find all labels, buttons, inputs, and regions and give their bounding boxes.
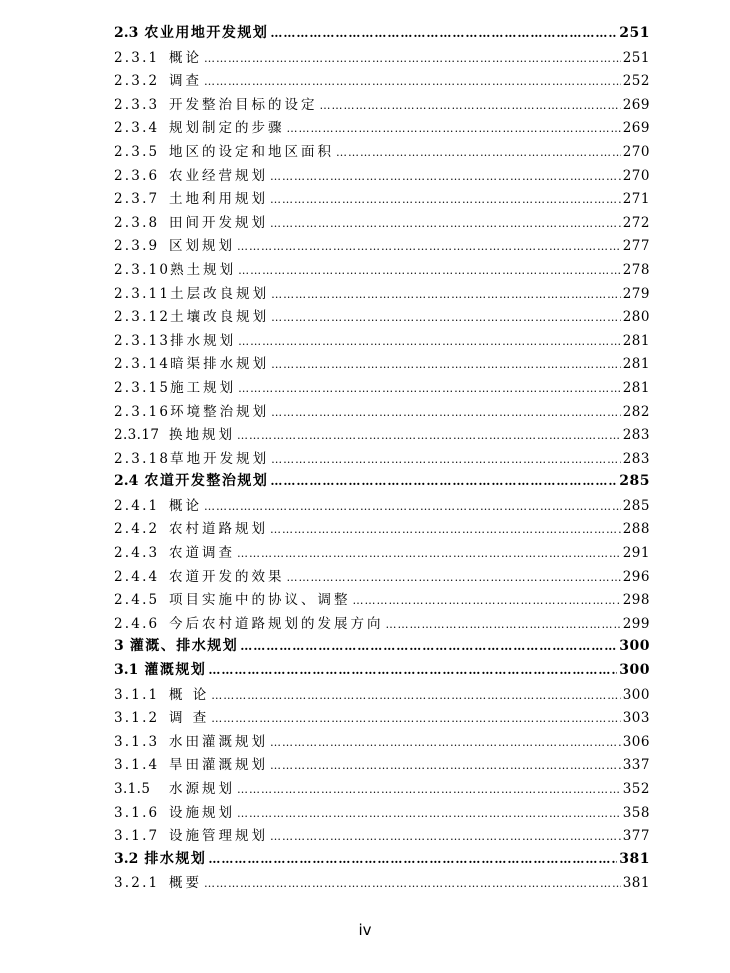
toc-entry: [114, 824, 650, 848]
toc-dot-leader: [238, 382, 621, 395]
toc-entry: [114, 376, 650, 400]
toc-entry: [114, 352, 650, 376]
toc-entry: [114, 305, 650, 329]
toc-entry-number: 3.1.4: [114, 757, 160, 774]
toc-entry-page: 358: [622, 804, 650, 821]
toc-entry-page: 252: [622, 73, 650, 90]
toc-dot-leader: [270, 523, 621, 536]
toc-entry-title: 地区的设定和地区面积: [169, 143, 334, 160]
toc-entry-number: 3: [114, 638, 124, 655]
toc-entry-number: 2.3.5: [114, 143, 160, 160]
toc-entry-title: 熟土规划: [170, 261, 237, 278]
toc-entry-number: 2.3.4: [114, 120, 160, 137]
toc-entry-page: 281: [622, 379, 650, 396]
toc-entry-number: 2.4.2: [114, 521, 160, 538]
toc-entry-title: 今后农村道路规划的发展方向: [169, 615, 384, 632]
toc-entry-number: 2.3.6: [114, 167, 160, 184]
toc-entry-number: 3.1.3: [114, 733, 160, 750]
toc-dot-leader: [271, 311, 621, 324]
toc-dot-leader: [336, 146, 621, 159]
toc-dot-leader: [237, 547, 621, 560]
toc-entry: [114, 565, 650, 589]
toc-entry: [114, 423, 650, 447]
toc-entry-page: 300: [619, 662, 650, 679]
toc-entry-title: 灌溉规划: [144, 662, 207, 679]
toc-entry: [114, 635, 650, 659]
toc-dot-leader: [270, 830, 621, 843]
toc-entry-title: 调查: [169, 73, 202, 90]
toc-entry: [114, 211, 650, 235]
toc-entry: [114, 46, 650, 70]
toc-entry-number: 3.2.1: [114, 875, 160, 892]
toc-entry: [114, 494, 650, 518]
toc-entry: [114, 22, 650, 46]
toc-entry-page: 269: [622, 120, 650, 137]
toc-entry: [114, 116, 650, 140]
toc-entry-page: 298: [622, 592, 650, 609]
toc-entry-title: 灌溉、排水规划: [129, 638, 239, 655]
toc-entry-page: 283: [622, 427, 650, 444]
toc-entry-title: 区划规划: [169, 238, 235, 255]
toc-entry-page: 277: [622, 238, 650, 255]
toc-entry-number: 2.3.15: [114, 379, 171, 396]
toc-dot-leader: [211, 712, 620, 725]
toc-entry-page: 303: [622, 710, 650, 727]
toc-entry-page: 288: [622, 521, 650, 538]
toc-entry-page: 300: [619, 638, 650, 655]
table-of-contents: [114, 22, 650, 895]
toc-entry: [114, 470, 650, 494]
toc-dot-leader: [271, 358, 621, 371]
toc-entry-number: 2.3.14: [114, 356, 171, 373]
toc-entry-page: 291: [622, 545, 650, 562]
toc-entry-title: 农道开发的效果: [169, 568, 285, 585]
toc-entry-number: 2.3.8: [114, 214, 160, 231]
toc-entry-page: 299: [622, 615, 650, 632]
toc-entry-page: 251: [622, 49, 650, 66]
toc-entry: [114, 140, 650, 164]
toc-entry-title: 田间开发规划: [169, 214, 268, 231]
toc-entry-number: 3.1.7: [114, 828, 160, 845]
toc-entry-title: 换地规划: [169, 427, 235, 444]
toc-entry-number: 2.3.7: [114, 191, 160, 208]
toc-dot-leader: [238, 264, 621, 277]
toc-entry-number: 2.3.1: [114, 49, 160, 66]
toc-dot-leader: [238, 335, 621, 348]
toc-entry: [114, 683, 650, 707]
toc-entry-number: 2.3.10: [114, 261, 171, 278]
toc-dot-leader: [287, 571, 621, 584]
toc-entry-number: 3.1.5: [114, 781, 151, 797]
toc-entry-page: 352: [622, 781, 650, 797]
toc-entry-page: 283: [622, 450, 650, 467]
toc-dot-leader: [270, 474, 617, 488]
toc-entry-title: 暗渠排水规划: [170, 356, 270, 373]
toc-entry-title: 项目实施中的协议、调整: [169, 592, 351, 609]
toc-entry-title: 草地开发规划: [170, 450, 270, 467]
toc-dot-leader: [353, 594, 621, 607]
toc-entry: [114, 541, 650, 565]
toc-dot-leader: [237, 783, 621, 796]
toc-entry-number: 3.2: [114, 850, 139, 867]
toc-entry-title: 旱田灌溉规划: [169, 757, 268, 774]
toc-entry-title: 概论: [169, 497, 202, 514]
toc-entry-page: 381: [619, 850, 650, 867]
toc-entry-title: 概要: [169, 875, 202, 892]
toc-entry-title: 开发整治目标的设定: [169, 96, 318, 113]
toc-entry-page: 271: [622, 191, 650, 208]
toc-entry-title: 施工规划: [170, 379, 237, 396]
toc-entry: [114, 258, 650, 282]
toc-entry-number: 2.3.13: [114, 332, 171, 349]
toc-entry-number: 2.3.12: [114, 309, 171, 326]
toc-dot-leader: [320, 99, 621, 112]
toc-entry-title: 农道开发整治规划: [144, 473, 269, 490]
toc-dot-leader: [271, 288, 621, 301]
toc-entry-number: 2.4.1: [114, 497, 160, 514]
toc-entry-page: 377: [622, 828, 650, 845]
toc-entry-title: 概 论: [169, 686, 210, 703]
toc-entry: [114, 777, 650, 801]
toc-entry-page: 279: [622, 285, 650, 302]
toc-dot-leader: [271, 453, 621, 466]
toc-entry: [114, 588, 650, 612]
toc-entry-title: 土壤改良规划: [170, 309, 270, 326]
toc-entry-number: 3.1.1: [114, 686, 160, 703]
toc-entry-number: 2.4.3: [114, 545, 160, 562]
toc-dot-leader: [270, 759, 621, 772]
toc-entry: [114, 612, 650, 636]
toc-entry: [114, 848, 650, 872]
toc-entry: [114, 447, 650, 471]
toc-dot-leader: [204, 75, 621, 88]
toc-entry-page: 296: [622, 568, 650, 585]
toc-entry-page: 278: [622, 261, 650, 278]
toc-entry-number: 3.1.6: [114, 804, 160, 821]
toc-entry-number: 2.3.3: [114, 96, 160, 113]
toc-entry-number: 2.4: [114, 473, 139, 490]
toc-entry-title: 环境整治规划: [170, 403, 270, 420]
toc-entry-page: 282: [622, 403, 650, 420]
toc-entry: [114, 400, 650, 424]
toc-entry: [114, 706, 650, 730]
toc-entry-number: 2.3.17: [114, 427, 160, 444]
toc-entry: [114, 164, 650, 188]
toc-entry-number: 2.3.18: [114, 450, 171, 467]
toc-entry-title: 农道调查: [169, 545, 235, 562]
toc-dot-leader: [204, 877, 621, 890]
toc-entry-page: 251: [619, 25, 650, 41]
toc-dot-leader: [270, 736, 621, 749]
toc-entry-page: 270: [622, 167, 650, 184]
toc-entry-page: 281: [622, 332, 650, 349]
toc-entry-title: 设施规划: [169, 804, 235, 821]
toc-entry-title: 规划制定的步骤: [169, 120, 285, 137]
toc-dot-leader: [204, 500, 621, 513]
toc-entry-page: 300: [622, 686, 650, 703]
toc-entry-page: 306: [622, 733, 650, 750]
toc-entry-title: 水源规划: [169, 781, 235, 797]
toc-entry: [114, 329, 650, 353]
toc-entry-number: 2.4.4: [114, 568, 160, 585]
toc-entry-page: 381: [622, 875, 650, 892]
toc-entry: [114, 93, 650, 117]
toc-entry-title: 排水规划: [144, 850, 207, 867]
toc-entry: [114, 730, 650, 754]
toc-entry-title: 排水规划: [170, 332, 237, 349]
toc-dot-leader: [386, 618, 621, 631]
toc-entry: [114, 187, 650, 211]
toc-entry-title: 调 查: [169, 710, 210, 727]
toc-entry-number: 2.3.16: [114, 403, 171, 420]
toc-entry-number: 3.1: [114, 662, 139, 679]
toc-entry-number: 2.4.6: [114, 615, 160, 632]
toc-entry: [114, 659, 650, 683]
toc-entry: [114, 517, 650, 541]
toc-entry: [114, 753, 650, 777]
toc-entry-page: 285: [619, 473, 650, 490]
toc-entry-title: 设施管理规划: [169, 828, 268, 845]
toc-dot-leader: [287, 122, 621, 135]
toc-entry: [114, 282, 650, 306]
toc-entry-title: 农村道路规划: [169, 521, 268, 538]
toc-entry-page: 272: [622, 214, 650, 231]
toc-entry-page: 281: [622, 356, 650, 373]
toc-entry: [114, 871, 650, 895]
toc-entry-page: 337: [622, 757, 650, 774]
toc-dot-leader: [270, 26, 617, 40]
toc-entry-title: 土地利用规划: [169, 191, 268, 208]
toc-dot-leader: [237, 240, 621, 253]
toc-entry-number: 2.3.9: [114, 238, 160, 255]
toc-entry-page: 270: [622, 143, 650, 160]
toc-dot-leader: [237, 429, 621, 442]
toc-dot-leader: [208, 663, 617, 677]
toc-dot-leader: [211, 689, 620, 702]
toc-dot-leader: [270, 193, 621, 206]
toc-entry-page: 280: [622, 309, 650, 326]
toc-dot-leader: [208, 852, 617, 866]
page-number: iv: [358, 921, 372, 939]
toc-entry-title: 概论: [169, 49, 202, 66]
toc-dot-leader: [270, 217, 621, 230]
toc-entry: [114, 801, 650, 825]
toc-entry: [114, 69, 650, 93]
toc-entry-number: 2.3.11: [114, 285, 171, 302]
toc-entry-number: 3.1.2: [114, 710, 160, 727]
toc-entry: [114, 234, 650, 258]
toc-entry-page: 269: [622, 96, 650, 113]
toc-entry-number: 2.3.2: [114, 73, 160, 90]
toc-entry-number: 2.3: [114, 25, 139, 41]
toc-dot-leader: [204, 52, 621, 65]
toc-entry-page: 285: [622, 497, 650, 514]
toc-entry-title: 农业用地开发规划: [144, 25, 269, 41]
toc-entry-title: 水田灌溉规划: [169, 733, 268, 750]
toc-entry-title: 农业经营规划: [169, 167, 268, 184]
toc-dot-leader: [271, 406, 621, 419]
toc-entry-number: 2.4.5: [114, 592, 160, 609]
toc-dot-leader: [270, 170, 621, 183]
toc-dot-leader: [237, 807, 621, 820]
toc-dot-leader: [240, 639, 617, 653]
toc-entry-title: 土层改良规划: [170, 285, 270, 302]
